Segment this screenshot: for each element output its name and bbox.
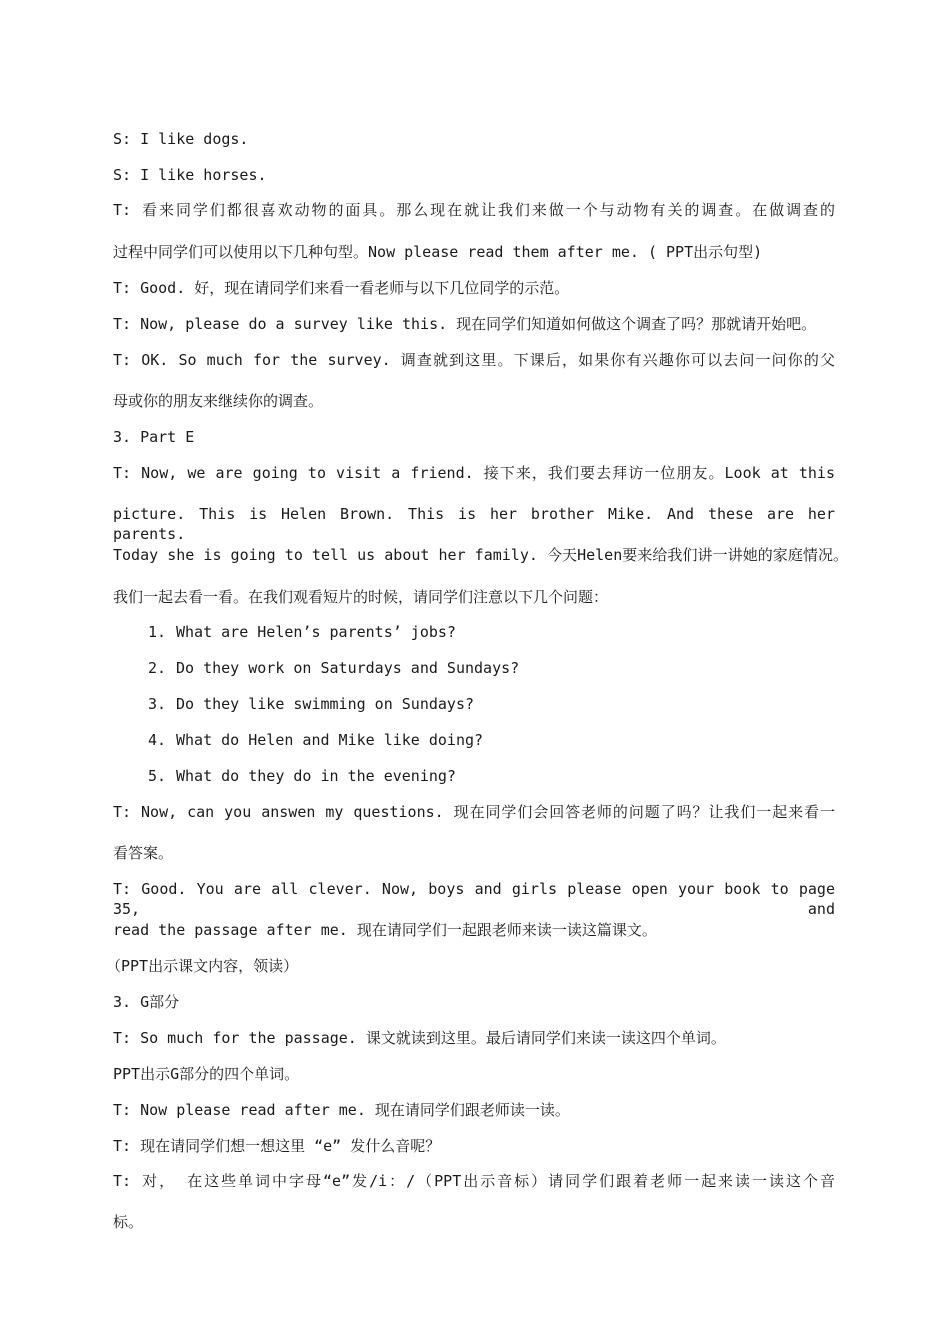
dialogue-line: 母或你的朋友来继续你的调查。 (113, 392, 324, 410)
dialogue-line: S: I like dogs. (113, 130, 249, 148)
dialogue-line: 过程中同学们可以使用以下几种句型。Now please read them after me. ( PPT出示句型) (113, 243, 763, 261)
question-text: What do they do in the evening? (176, 767, 456, 785)
question-number: 3. (148, 695, 167, 713)
dialogue-line: T: Good. You are all clever. Now, boys and girls please open your book to page 35, and (113, 880, 835, 918)
dialogue-line: T: Now please read after me. 现在请同学们跟老师读一读。 (113, 1101, 570, 1119)
dialogue-line: S: I like horses. (113, 166, 267, 184)
question-text: Do they like swimming on Sundays? (176, 695, 475, 713)
question-item (148, 694, 474, 714)
dialogue-line: read the passage after me. 现在请同学们一起跟老师来读一读这篇课文。 (113, 921, 657, 939)
question-text: What do Helen and Mike like doing? (176, 731, 484, 749)
dialogue-line: T: So much for the passage. 课文就读到这里。最后请同学们来读一读这四个单词。 (113, 1029, 726, 1047)
stage-direction: （PPT出示课文内容，领读） (106, 957, 299, 975)
question-number: 4. (148, 731, 167, 749)
dialogue-line: T: Now, can you answen my questions. 现在同学们会回答老师的问题了吗？让我们一起来看一 (113, 803, 835, 821)
dialogue-line: T: OK. So much for the survey. 调查就到这里。下课后，如果你有兴趣你可以去问一问你的父 (113, 351, 835, 369)
section-heading: 3. Part E (113, 428, 195, 446)
dialogue-line: T: Good. 好，现在请同学们来看一看老师与以下几位同学的示范。 (113, 279, 570, 297)
dialogue-line: T: 看来同学们都很喜欢动物的面具。那么现在就让我们来做一个与动物有关的调查。在做调查的 (113, 201, 835, 219)
question-text: What are Helen’s parents’ jobs? (176, 623, 456, 641)
dialogue-line: 我们一起去看一看。在我们观看短片的时候，请同学们注意以下几个问题： (113, 588, 609, 606)
question-text: Do they work on Saturdays and Sundays? (176, 659, 520, 677)
dialogue-line: T: Now, we are going to visit a friend. 接下来，我们要去拜访一位朋友。Look at this (113, 464, 835, 482)
stage-direction: PPT出示G部分的四个单词。 (113, 1065, 300, 1083)
question-item (148, 622, 456, 642)
dialogue-line: T: 现在请同学们想一想这里 “e” 发什么音呢？ (113, 1137, 441, 1155)
dialogue-line: 看答案。 (113, 844, 174, 862)
dialogue-line: T: Now, please do a survey like this. 现在同学们知道如何做这个调查了吗？那就请开始吧。 (113, 315, 817, 333)
question-item (148, 766, 456, 786)
dialogue-line: 标。 (113, 1213, 144, 1231)
question-number: 5. (148, 767, 167, 785)
question-number: 2. (148, 659, 167, 677)
question-item (148, 730, 483, 750)
dialogue-line: T: 对， 在这些单词中字母“e”发/i：/（PPT出示音标）请同学们跟着老师一起来读一读这个音 (113, 1172, 835, 1190)
question-number: 1. (148, 623, 167, 641)
dialogue-line: Today she is going to tell us about her family. 今天Helen要来给我们讲一讲她的家庭情况。 (113, 546, 848, 564)
question-item (148, 658, 519, 678)
dialogue-line: picture. This is Helen Brown. This is her brother Mike. And these are her parents. (113, 505, 835, 543)
section-heading: 3. G部分 (113, 993, 180, 1011)
